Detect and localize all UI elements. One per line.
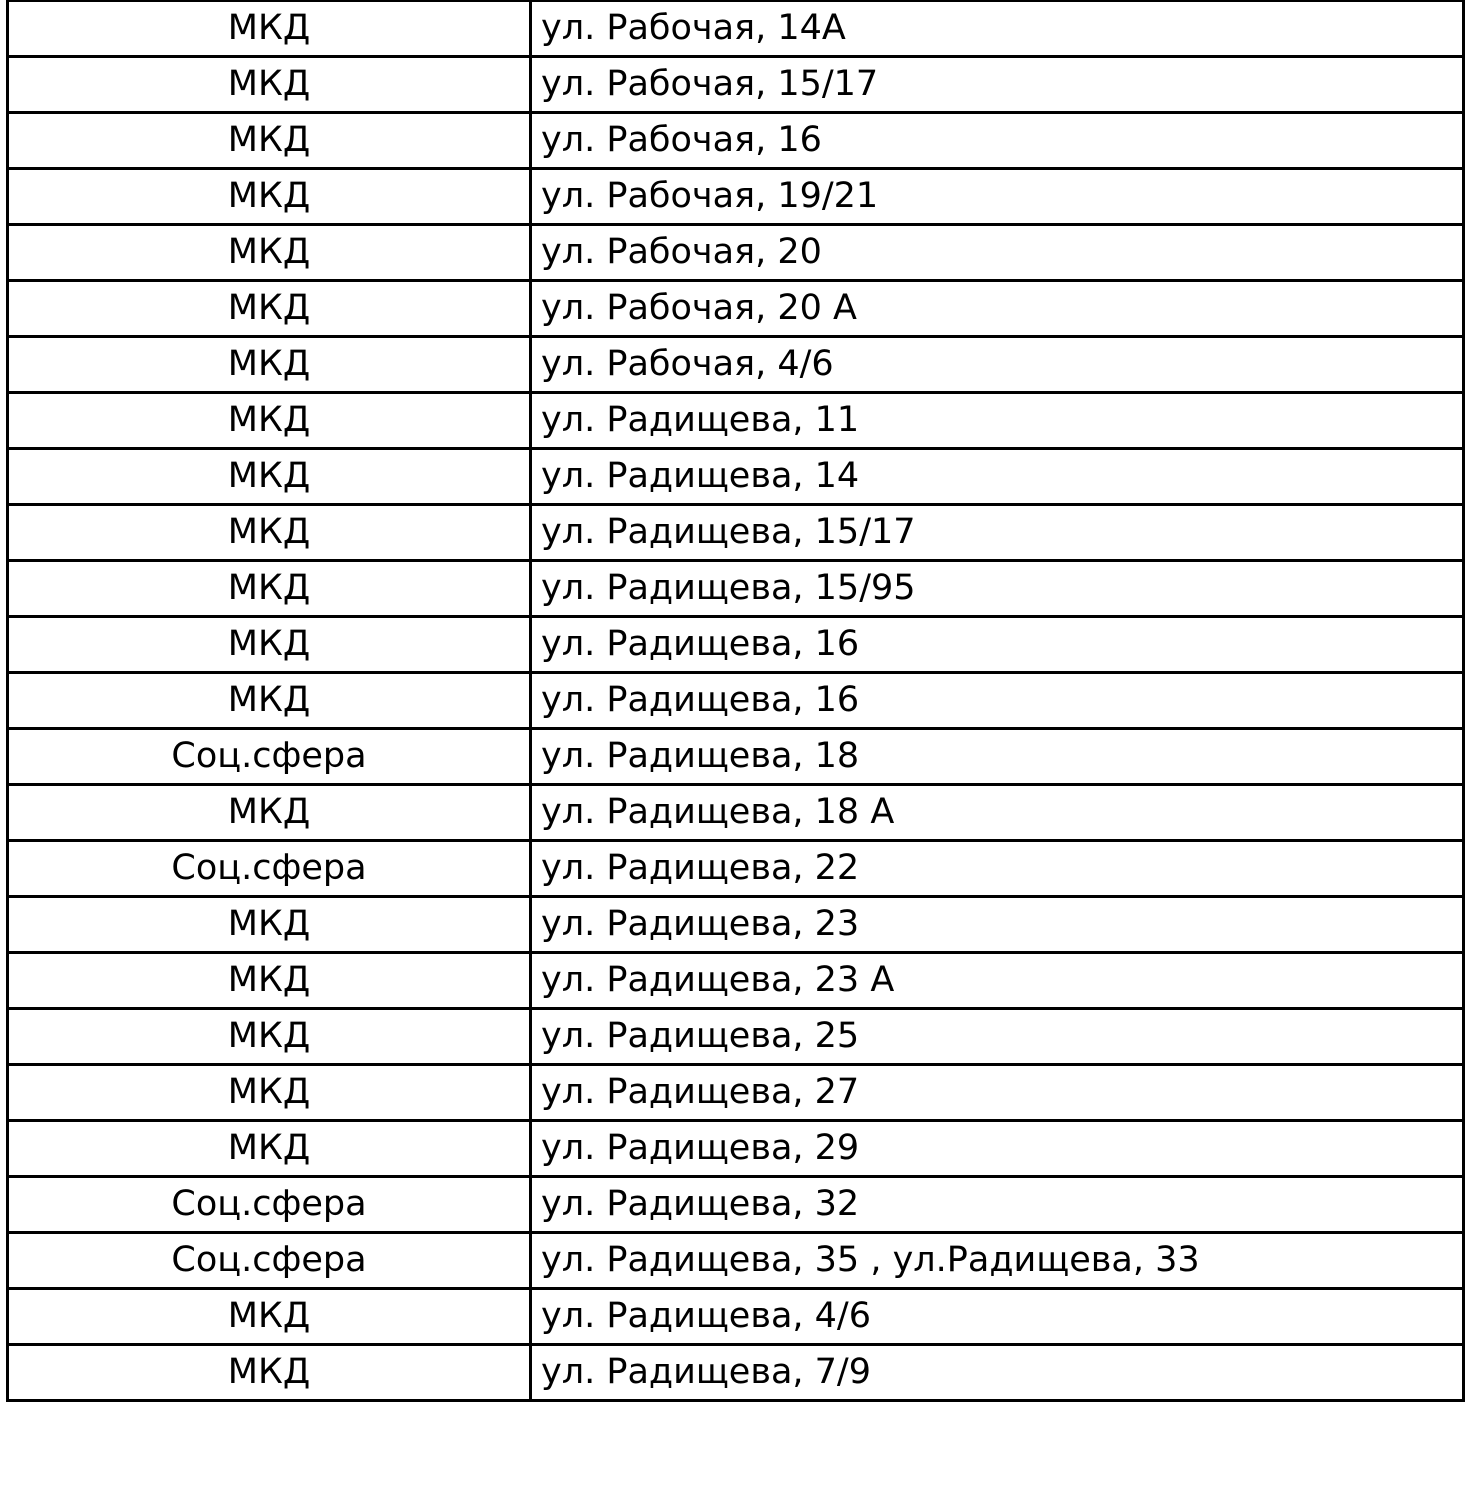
address-cell: ул. Рабочая, 4/6 <box>531 337 1464 393</box>
table-row <box>8 841 1464 897</box>
table-row <box>8 57 1464 113</box>
object-type-cell: МКД <box>8 1065 531 1121</box>
object-type-cell: МКД <box>8 225 531 281</box>
address-cell: ул. Рабочая, 19/21 <box>531 169 1464 225</box>
address-cell: ул. Радищева, 18 А <box>531 785 1464 841</box>
table-row <box>8 1345 1464 1401</box>
object-type-cell: Соц.сфера <box>8 729 531 785</box>
address-cell: ул. Радищева, 29 <box>531 1121 1464 1177</box>
address-cell: ул. Рабочая, 16 <box>531 113 1464 169</box>
object-type-cell: МКД <box>8 281 531 337</box>
table-row <box>8 953 1464 1009</box>
address-cell: ул. Радищева, 16 <box>531 673 1464 729</box>
table-row <box>8 449 1464 505</box>
object-type-cell: МКД <box>8 1289 531 1345</box>
address-cell: ул. Радищева, 15/17 <box>531 505 1464 561</box>
address-cell: ул. Рабочая, 20 <box>531 225 1464 281</box>
address-cell: ул. Радищева, 14 <box>531 449 1464 505</box>
address-cell: ул. Радищева, 25 <box>531 1009 1464 1065</box>
address-cell: ул. Радищева, 27 <box>531 1065 1464 1121</box>
object-type-cell: МКД <box>8 113 531 169</box>
table-row <box>8 1289 1464 1345</box>
table-row <box>8 113 1464 169</box>
table-row <box>8 729 1464 785</box>
object-type-cell: МКД <box>8 505 531 561</box>
table-row <box>8 281 1464 337</box>
object-type-cell: МКД <box>8 337 531 393</box>
address-table-body <box>8 1 1464 1401</box>
table-row <box>8 505 1464 561</box>
address-cell: ул. Радищева, 7/9 <box>531 1345 1464 1401</box>
address-cell: ул. Радищева, 22 <box>531 841 1464 897</box>
table-row <box>8 561 1464 617</box>
address-cell: ул. Рабочая, 14А <box>531 1 1464 57</box>
table-row <box>8 785 1464 841</box>
table-row <box>8 169 1464 225</box>
table-row <box>8 673 1464 729</box>
table-row <box>8 1009 1464 1065</box>
table-row <box>8 337 1464 393</box>
table-row <box>8 1065 1464 1121</box>
object-type-cell: МКД <box>8 1 531 57</box>
object-type-cell: Соц.сфера <box>8 1233 531 1289</box>
object-type-cell: Соц.сфера <box>8 841 531 897</box>
object-type-cell: МКД <box>8 1121 531 1177</box>
address-cell: ул. Радищева, 15/95 <box>531 561 1464 617</box>
object-type-cell: МКД <box>8 1345 531 1401</box>
address-cell: ул. Радищева, 4/6 <box>531 1289 1464 1345</box>
table-row <box>8 1121 1464 1177</box>
object-type-cell: МКД <box>8 1009 531 1065</box>
object-type-cell: МКД <box>8 673 531 729</box>
address-cell: ул. Радищева, 32 <box>531 1177 1464 1233</box>
address-cell: ул. Радищева, 23 <box>531 897 1464 953</box>
address-cell: ул. Рабочая, 15/17 <box>531 57 1464 113</box>
table-row <box>8 1177 1464 1233</box>
object-type-cell: МКД <box>8 897 531 953</box>
object-type-cell: МКД <box>8 449 531 505</box>
table-row <box>8 225 1464 281</box>
table-row <box>8 617 1464 673</box>
object-type-cell: МКД <box>8 561 531 617</box>
address-cell: ул. Рабочая, 20 А <box>531 281 1464 337</box>
object-type-cell: МКД <box>8 785 531 841</box>
address-cell: ул. Радищева, 16 <box>531 617 1464 673</box>
object-type-cell: Соц.сфера <box>8 1177 531 1233</box>
object-type-cell: МКД <box>8 169 531 225</box>
address-table <box>6 0 1465 1402</box>
address-cell: ул. Радищева, 11 <box>531 393 1464 449</box>
object-type-cell: МКД <box>8 953 531 1009</box>
table-row <box>8 1233 1464 1289</box>
object-type-cell: МКД <box>8 393 531 449</box>
address-cell: ул. Радищева, 23 А <box>531 953 1464 1009</box>
table-row <box>8 897 1464 953</box>
table-row <box>8 393 1464 449</box>
address-cell: ул. Радищева, 18 <box>531 729 1464 785</box>
object-type-cell: МКД <box>8 57 531 113</box>
table-row <box>8 1 1464 57</box>
object-type-cell: МКД <box>8 617 531 673</box>
address-cell: ул. Радищева, 35 , ул.Радищева, 33 <box>531 1233 1464 1289</box>
